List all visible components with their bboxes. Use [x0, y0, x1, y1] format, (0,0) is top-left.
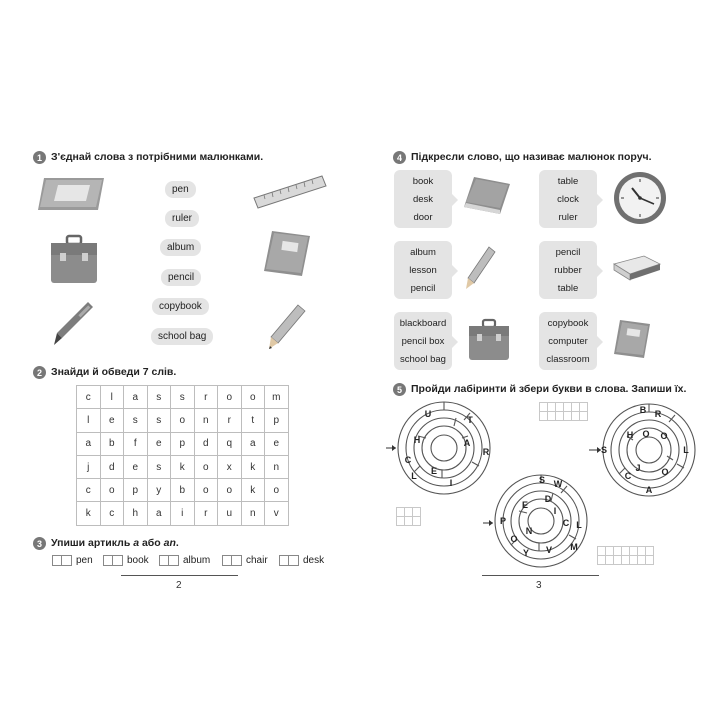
- article-box[interactable]: [113, 555, 123, 566]
- grid-cell[interactable]: k: [241, 455, 265, 478]
- word-card-4: [539, 241, 597, 299]
- maze1-letter: H: [413, 435, 421, 445]
- answer-grid-maze3[interactable]: [597, 546, 654, 565]
- card-word[interactable]: classroom: [546, 353, 590, 365]
- maze2-letter: J: [635, 463, 641, 473]
- task1-number: 1: [33, 151, 46, 164]
- article-box[interactable]: [289, 555, 299, 566]
- grid-cell[interactable]: o: [241, 386, 265, 409]
- article-box[interactable]: [232, 555, 242, 566]
- grid-cell[interactable]: a: [124, 386, 148, 409]
- maze3-letter: P: [499, 516, 507, 526]
- card-word[interactable]: blackboard: [399, 317, 447, 329]
- maze3-letter: O: [510, 534, 518, 544]
- article-word: desk: [303, 555, 325, 566]
- maze1-letter: E: [430, 466, 438, 476]
- article-word: album: [183, 555, 211, 566]
- card-word[interactable]: lesson: [409, 264, 437, 276]
- word-card-2: [539, 170, 597, 228]
- school-bag-image-2: [466, 317, 512, 363]
- grid-cell[interactable]: p: [265, 409, 289, 432]
- maze3-letter: V: [545, 545, 553, 555]
- card-word[interactable]: book: [412, 175, 434, 187]
- grid-cell[interactable]: m: [265, 386, 289, 409]
- answer-grid-maze2[interactable]: [396, 507, 421, 526]
- card-word[interactable]: door: [413, 211, 433, 223]
- grid-cell[interactable]: l: [77, 409, 101, 432]
- task3-title: [51, 537, 179, 549]
- maze2-letter: O: [660, 431, 668, 441]
- maze2-letter: C: [624, 471, 632, 481]
- grid-cell[interactable]: a: [77, 432, 101, 455]
- grid-cell[interactable]: f: [124, 432, 148, 455]
- article-item-pen: [52, 555, 93, 566]
- word-album: album: [160, 239, 201, 256]
- grid-cell[interactable]: e: [147, 432, 171, 455]
- card-word[interactable]: pencil: [555, 246, 581, 258]
- article-box[interactable]: [62, 555, 72, 566]
- word-card-6: [539, 312, 597, 370]
- grid-cell[interactable]: o: [265, 479, 289, 502]
- grid-cell[interactable]: p: [124, 479, 148, 502]
- article-item-book: [103, 555, 149, 566]
- word-pen: pen: [165, 181, 196, 198]
- grid-cell[interactable]: q: [218, 432, 242, 455]
- article-box[interactable]: [103, 555, 113, 566]
- word-card-3: [394, 241, 452, 299]
- right-page-line: [482, 575, 599, 576]
- maze2-letter: S: [600, 445, 608, 455]
- card-word[interactable]: pencil: [410, 282, 436, 294]
- grid-cell[interactable]: b: [171, 479, 195, 502]
- maze-3: [481, 467, 601, 571]
- maze1-letter: U: [424, 409, 432, 419]
- copybook-image-2: [612, 318, 652, 360]
- maze3-letter: D: [544, 494, 552, 504]
- grid-cell[interactable]: r: [194, 502, 218, 525]
- left-page-line: [121, 575, 238, 576]
- article-box[interactable]: [222, 555, 232, 566]
- grid-cell[interactable]: x: [218, 455, 242, 478]
- grid-cell[interactable]: h: [124, 502, 148, 525]
- word-card-5: [394, 312, 452, 370]
- card-word[interactable]: school bag: [400, 353, 446, 365]
- article-word: chair: [246, 555, 268, 566]
- grid-cell[interactable]: k: [171, 455, 195, 478]
- answer-grid-maze1[interactable]: [539, 402, 588, 421]
- task4-title: Підкресли слово, що називає малюнок поруч.: [411, 151, 652, 163]
- article-box[interactable]: [279, 555, 289, 566]
- grid-cell[interactable]: s: [147, 455, 171, 478]
- maze2-letter: L: [683, 445, 689, 455]
- card-word[interactable]: table: [557, 282, 579, 294]
- maze3-letter: L: [576, 520, 582, 530]
- article-item-album: [159, 555, 210, 566]
- task2-number: 2: [33, 366, 46, 379]
- grid-cell[interactable]: a: [147, 502, 171, 525]
- card-word[interactable]: ruler: [558, 211, 578, 223]
- maze3-letter: Y: [522, 548, 530, 558]
- grid-cell[interactable]: e: [265, 432, 289, 455]
- grid-cell[interactable]: s: [171, 386, 195, 409]
- grid-cell[interactable]: t: [241, 409, 265, 432]
- grid-cell[interactable]: r: [194, 386, 218, 409]
- grid-cell[interactable]: r: [218, 409, 242, 432]
- word-search-grid: [76, 385, 289, 526]
- maze3-letter: N: [525, 526, 533, 536]
- card-word[interactable]: clock: [557, 193, 579, 205]
- grid-cell[interactable]: n: [265, 455, 289, 478]
- maze2-letter: A: [645, 485, 653, 495]
- maze3-letter: E: [521, 500, 529, 510]
- grid-cell[interactable]: u: [218, 502, 242, 525]
- article-box[interactable]: [169, 555, 179, 566]
- maze1-letter: T: [467, 415, 473, 425]
- maze1-letter: L: [411, 471, 417, 481]
- card-word[interactable]: computer: [548, 335, 588, 347]
- task3-title-prefix: Упиши артикль: [51, 537, 134, 549]
- maze2-letter: O: [642, 429, 650, 439]
- maze-2: [587, 398, 707, 498]
- grid-cell[interactable]: o: [194, 479, 218, 502]
- task1-title: З'єднай слова з потрібними малюнками.: [51, 151, 264, 163]
- card-word[interactable]: rubber: [554, 264, 582, 276]
- maze2-letter: O: [661, 467, 669, 477]
- article-box[interactable]: [52, 555, 62, 566]
- task4-number: 4: [393, 151, 406, 164]
- word-copybook: copybook: [152, 298, 209, 315]
- book-image: [462, 174, 512, 216]
- grid-cell[interactable]: l: [100, 386, 124, 409]
- grid-cell[interactable]: b: [100, 432, 124, 455]
- grid-cell[interactable]: a: [241, 432, 265, 455]
- task5-title: Пройди лабіринти й збери букви в слова. Запиши їх.: [411, 383, 687, 395]
- grid-cell[interactable]: o: [194, 455, 218, 478]
- pencil-image: [268, 303, 308, 351]
- card-word[interactable]: desk: [412, 193, 434, 205]
- maze3-letter: C: [562, 518, 570, 528]
- word-ruler: ruler: [165, 210, 199, 227]
- article-box[interactable]: [159, 555, 169, 566]
- task3-title-mid: або: [139, 537, 164, 549]
- grid-cell[interactable]: d: [100, 455, 124, 478]
- word-pencil: pencil: [161, 269, 201, 286]
- school-bag-image: [48, 233, 100, 285]
- task3-title-an: an: [163, 537, 176, 549]
- maze2-letter: R: [654, 409, 662, 419]
- article-word: book: [127, 555, 149, 566]
- article-item-desk: [279, 555, 324, 566]
- right-page-number: 3: [536, 580, 542, 591]
- article-item-chair: [222, 555, 268, 566]
- maze3-letter: S: [538, 475, 546, 485]
- card-word[interactable]: table: [557, 175, 579, 187]
- grid-cell[interactable]: i: [171, 502, 195, 525]
- grid-cell[interactable]: k: [241, 479, 265, 502]
- word-school-bag: school bag: [151, 328, 213, 345]
- task3-title-suffix: .: [175, 537, 179, 549]
- clock-image: [612, 170, 668, 226]
- grid-cell[interactable]: s: [124, 409, 148, 432]
- task5-number: 5: [393, 383, 406, 396]
- grid-cell[interactable]: k: [77, 502, 101, 525]
- maze1-letter: C: [404, 455, 412, 465]
- grid-cell[interactable]: o: [218, 479, 242, 502]
- task2-title: Знайди й обведи 7 слів.: [51, 366, 177, 378]
- article-word: pen: [76, 555, 93, 566]
- grid-cell[interactable]: j: [77, 455, 101, 478]
- card-word[interactable]: pencil box: [401, 335, 445, 347]
- grid-cell[interactable]: y: [147, 479, 171, 502]
- grid-cell[interactable]: v: [265, 502, 289, 525]
- grid-cell[interactable]: o: [100, 479, 124, 502]
- pen-image: [50, 300, 95, 348]
- word-card-1: [394, 170, 452, 228]
- grid-cell[interactable]: n: [241, 502, 265, 525]
- album-image: [36, 174, 106, 214]
- rubber-image: [610, 252, 662, 282]
- grid-cell[interactable]: e: [124, 455, 148, 478]
- task3-number: 3: [33, 537, 46, 550]
- grid-cell[interactable]: o: [171, 409, 195, 432]
- ruler-image: [252, 170, 327, 210]
- grid-cell[interactable]: c: [77, 479, 101, 502]
- maze3-letter: W: [553, 479, 563, 489]
- pencil-image-2: [465, 245, 497, 291]
- maze3-letter: I: [553, 506, 557, 516]
- maze2-letter: H: [626, 430, 634, 440]
- grid-cell[interactable]: p: [171, 432, 195, 455]
- card-word[interactable]: copybook: [547, 317, 589, 329]
- grid-cell[interactable]: c: [100, 502, 124, 525]
- grid-cell[interactable]: o: [218, 386, 242, 409]
- maze2-letter: B: [639, 405, 647, 415]
- maze3-letter: M: [570, 542, 578, 552]
- copybook-image: [262, 228, 312, 278]
- left-page-number: 2: [176, 580, 182, 591]
- grid-cell[interactable]: s: [147, 386, 171, 409]
- grid-cell[interactable]: d: [194, 432, 218, 455]
- maze1-letter: A: [463, 438, 471, 448]
- maze1-letter: R: [482, 447, 490, 457]
- grid-cell[interactable]: c: [77, 386, 101, 409]
- grid-cell[interactable]: n: [194, 409, 218, 432]
- card-word[interactable]: album: [410, 246, 436, 258]
- task3-title-a: a: [133, 537, 140, 549]
- grid-cell[interactable]: e: [100, 409, 124, 432]
- maze1-letter: I: [449, 478, 453, 488]
- grid-cell[interactable]: s: [147, 409, 171, 432]
